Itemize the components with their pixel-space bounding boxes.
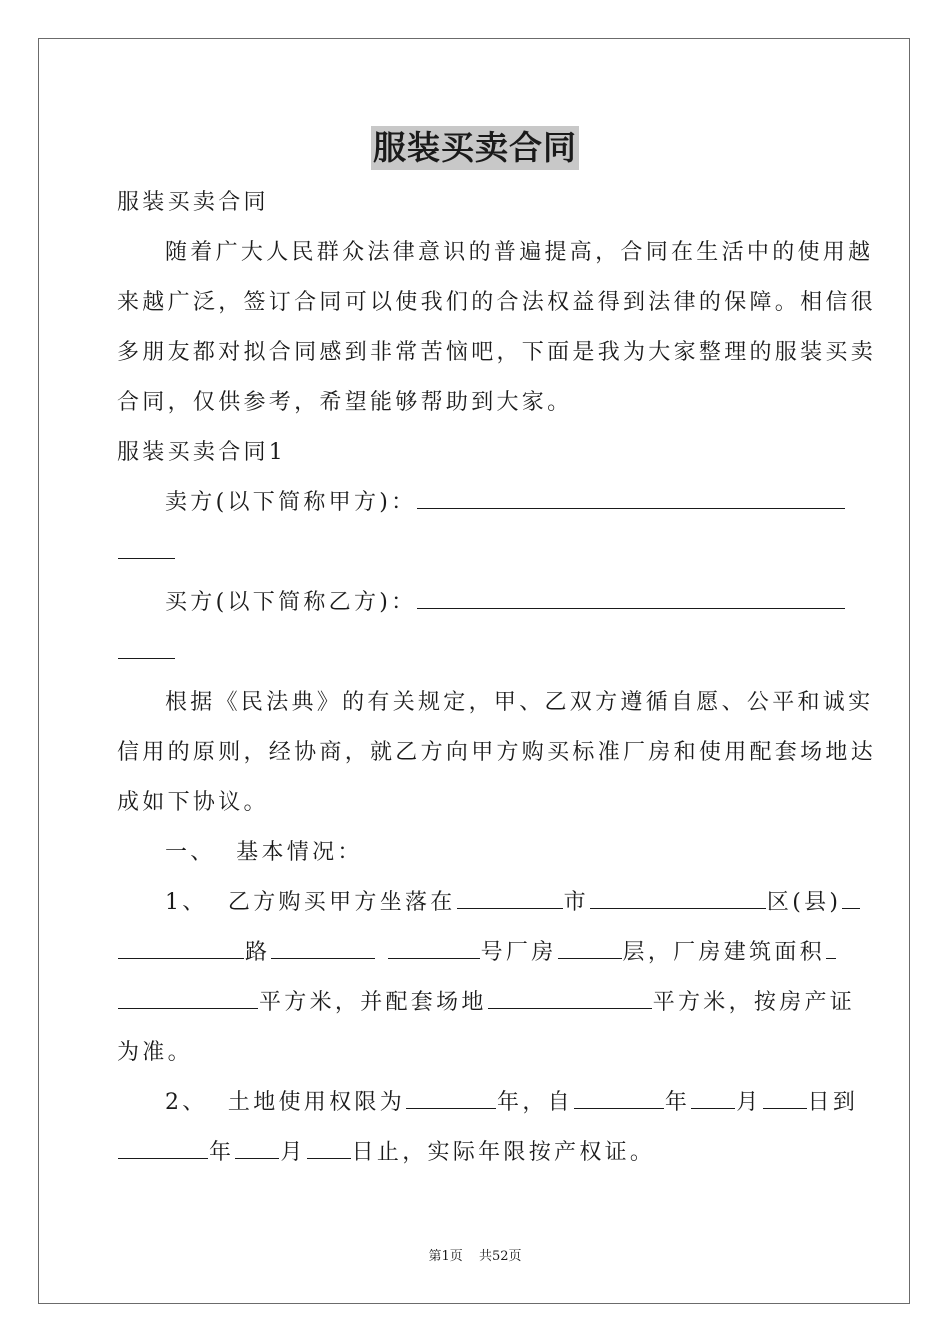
clause2-text-c: 年 [664,1090,691,1115]
buyer-label: 买方(以下简称乙方)： [165,590,417,615]
section-title: 服装买卖合同1 [117,440,287,465]
road-blank-start[interactable] [842,888,860,909]
clause1-line-2 [117,928,835,978]
buyer-blank-cont[interactable] [118,638,175,659]
basis-line-1: 根据《民法典》的有关规定，甲、乙双方遵循自愿、公平和诚实 [165,690,874,715]
seller-blank[interactable] [417,488,845,509]
site-area-blank[interactable] [488,988,652,1009]
road-blank[interactable] [118,938,244,959]
page-footer [0,1245,950,1264]
clause1-line-4: 为准。 [117,1040,193,1065]
clause1-text-g: 平方米，并配套场地 [259,990,487,1015]
city-blank[interactable] [457,888,563,909]
buyer-blank[interactable] [417,588,845,609]
start-year-blank[interactable] [574,1088,664,1109]
buyer-line-cont [117,628,835,678]
clause2-text-h: 日止，实际年限按产权证。 [351,1140,656,1165]
clause2-text-f: 年 [209,1140,235,1165]
clause1-text-e: 号厂房 [480,940,557,965]
subtitle: 服装买卖合同 [117,190,269,215]
building-number-blank[interactable] [388,938,480,959]
buyer-line [117,578,835,628]
basis-line-2: 信用的原则，经协商，就乙方向甲方购买标准厂房和使用配套场地达 [117,740,877,765]
intro-line-4: 合同，仅供参考，希望能够帮助到大家。 [117,390,573,415]
seller-line-cont [117,528,835,578]
seller-blank-cont[interactable] [118,538,175,559]
clause2-line-2 [117,1128,835,1178]
clause1-text-d: 路 [245,940,271,965]
clause1-number: 1、 [165,890,208,915]
seller-line [117,478,835,528]
clause2-line-1 [117,1078,859,1128]
page-total: 共52页 [478,1249,522,1264]
end-month-blank[interactable] [235,1138,279,1159]
district-blank[interactable] [590,888,766,909]
term-years-blank[interactable] [406,1088,496,1109]
clause2-text-b: 年，自 [497,1090,573,1115]
clause2-text-d: 月 [736,1090,762,1115]
intro-line-1: 随着广大人民群众法律意识的普遍提高，合同在生活中的使用越 [165,240,874,265]
clause2-text-g: 月 [280,1140,306,1165]
start-month-blank[interactable] [691,1088,735,1109]
clause1-text-h: 平方米，按房产证 [652,990,856,1015]
road-number-blank[interactable] [271,938,375,959]
start-day-blank[interactable] [763,1088,807,1109]
clause2-number: 2、 [165,1090,208,1115]
clause1-text-b: 市 [563,890,589,915]
basis-line-3: 成如下协议。 [117,790,269,815]
end-day-blank[interactable] [307,1138,351,1159]
clause1-text-a: 乙方购买甲方坐落在 [227,890,456,915]
clause2-text-e: 日到 [807,1090,859,1115]
clause1-text-c: 区(县) [766,890,842,915]
end-year-blank[interactable] [118,1138,208,1159]
seller-label: 卖方(以下简称甲方)： [165,490,417,515]
building-area-blank[interactable] [118,988,258,1009]
title-container [0,126,950,170]
area-blank-start[interactable] [826,938,836,959]
intro-line-3: 多朋友都对拟合同感到非常苦恼吧，下面是我为大家整理的服装买卖 [117,340,877,365]
page-number: 第1页 [428,1249,463,1264]
clause1-line-3 [117,978,856,1028]
clause1-text-f: 层，厂房建筑面积 [622,940,825,965]
document-body [117,178,877,1178]
intro-line-2: 来越广泛，签订合同可以使我们的合法权益得到法律的保障。相信很 [117,290,877,315]
document-title: 服装买卖合同 [371,126,579,170]
clause-heading: 一、 基本情况： [165,840,363,865]
clause2-text-a: 土地使用权限为 [227,1090,406,1115]
floor-blank[interactable] [558,938,622,959]
clause1-line-1 [117,878,842,928]
